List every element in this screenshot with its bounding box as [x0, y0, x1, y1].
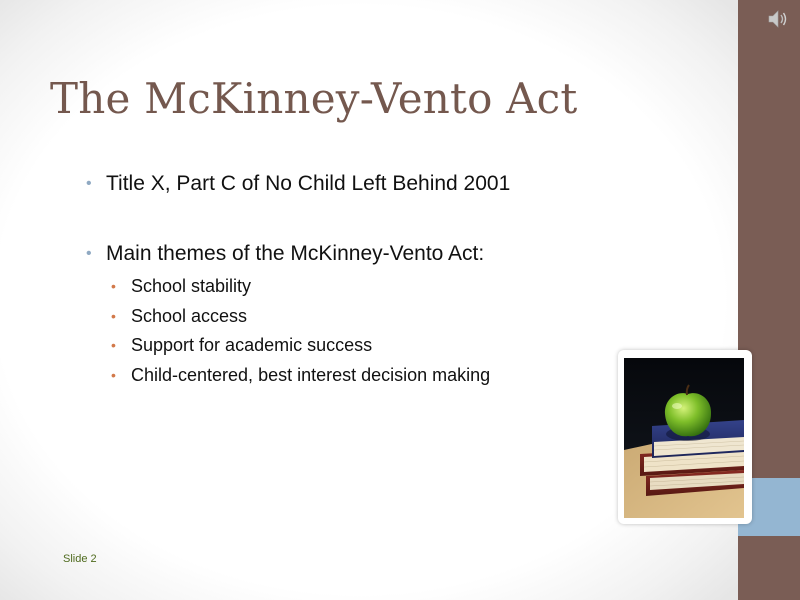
sub-bullet-text: Child-centered, best interest decision making	[131, 364, 491, 385]
sub-bullet-item	[106, 361, 606, 391]
bullet-text: Main themes of the McKinney-Vento Act:	[106, 242, 485, 265]
bullet-dot: •	[86, 245, 92, 262]
bullet-item	[86, 170, 606, 198]
sub-bullet-item	[106, 331, 606, 361]
sub-bullet-text: Support for academic success	[131, 335, 373, 356]
bullet-text: Title X, Part C of No Child Left Behind 2001	[106, 172, 511, 195]
sub-bullet-item	[106, 302, 606, 332]
slide-number: Slide 2	[63, 553, 97, 565]
photo-frame	[618, 350, 752, 524]
sub-bullet-text: School access	[131, 305, 248, 326]
sub-bullet-list	[106, 272, 606, 390]
sub-bullet-dot: •	[111, 366, 116, 383]
speaker-icon[interactable]	[768, 10, 788, 28]
sub-bullet-dot: •	[111, 278, 116, 294]
sub-bullet-dot: •	[111, 337, 116, 354]
sub-bullet-dot: •	[111, 307, 116, 324]
slide-title: The McKinney-Vento Act	[50, 74, 578, 123]
sub-bullet-item	[106, 272, 606, 302]
sub-bullet-text: School stability	[131, 276, 252, 296]
bullet-list	[86, 170, 606, 390]
bullet-dot: •	[86, 175, 92, 192]
bullet-item	[86, 240, 606, 390]
apple-on-books-photo	[624, 358, 744, 518]
